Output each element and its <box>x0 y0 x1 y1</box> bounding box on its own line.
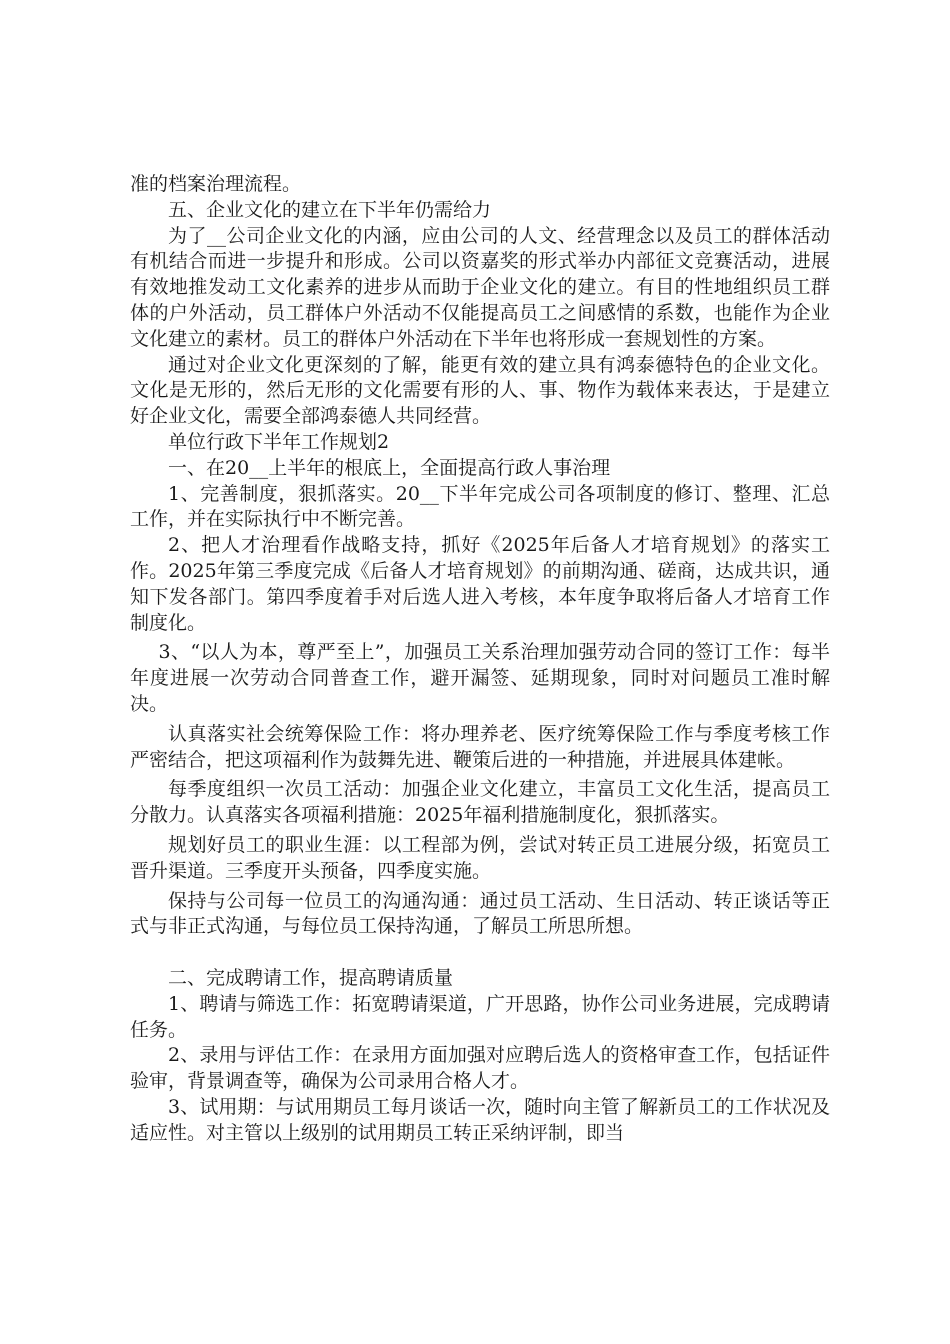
paragraph: 3、试用期：与试用期员工每月谈话一次，随时向主管了解新员工的工作状况及适应性。对主管以上级别的试用期员工转正采纳评制，即当 <box>130 1095 830 1144</box>
paragraph: 每季度组织一次员工活动：加强企业文化建立，丰富员工文化生活，提高员工分散力。认真落实各项福利措施：2025年福利措施制度化，狠抓落实。 <box>130 778 830 827</box>
paragraph: 1、聘请与筛选工作：拓宽聘请渠道，广开思路，协作公司业务进展，完成聘请任务。 <box>130 992 830 1041</box>
paragraph-continuation: 准的档案治理流程。 <box>130 173 302 195</box>
paragraph: 2、把人才治理看作战略支持，抓好《2025年后备人才培育规划》的落实工作。2025年第三季度完成《后备人才培育规划》的前期沟通、磋商，达成共识，通知下发各部门。第四季度着手对后选人进入考核，本年度争取将后备人才培育工作制度化。 <box>130 534 830 634</box>
paragraph: 保持与公司每一位员工的沟通沟通：通过员工活动、生日活动、转正谈话等正式与非正式沟通，与每位员工保持沟通，了解员工所思所想。 <box>130 889 830 938</box>
paragraph: 2、录用与评估工作：在录用方面加强对应聘后选人的资格审查工作，包括证件验审，背景调查等，确保为公司录用合格人才。 <box>130 1044 830 1093</box>
paragraph: 规划好员工的职业生涯：以工程部为例，尝试对转正员工进展分级，拓宽员工晋升渠道。三季度开头预备，四季度实施。 <box>130 833 830 882</box>
paragraph: 认真落实社会统筹保险工作：将办理养老、医疗统筹保险工作与季度考核工作严密结合，把这项福利作为鼓舞先进、鞭策后进的一种措施，并进展具体建帐。 <box>130 722 830 771</box>
section-heading-2: 二、完成聘请工作，提高聘请质量 <box>168 966 454 989</box>
section-heading-5: 五、企业文化的建立在下半年仍需给力 <box>168 198 492 221</box>
paragraph: 通过对企业文化更深刻的了解，能更有效的建立具有鸿泰德特色的企业文化。文化是无形的，然后无形的文化需要有形的人、事、物作为载体来表达，于是建立好企业文化，需要全部鸿泰德人共同经营。 <box>130 353 830 428</box>
paragraph: 3、“以人为本，尊严至上”，加强员工关系治理加强劳动合同的签订工作：每半年度进展一次劳动合同普查工作，避开漏签、延期现象，同时对问题员工准时解决。 <box>130 641 830 715</box>
document-body <box>130 172 830 1146</box>
document-subtitle: 单位行政下半年工作规划2 <box>168 430 390 453</box>
paragraph: 为了__公司企业文化的内涵，应由公司的人文、经营理念以及员工的群体活动有机结合而进一步提升和形成。公司以资嘉奖的形式举办内部征文竞赛活动，进展有效地推发动工文化素养的进步从而助于企业文化的建立。有目的性地组织员工群体的户外活动，员工群体户外活动不仅能提高员工之间感情的系数，也能作为企业文化建立的素材。员工的群体户外活动在下半年也将形成一套规划性的方案。 <box>130 224 830 350</box>
blank-line <box>130 940 830 966</box>
paragraph: 1、完善制度，狠抓落实。20__下半年完成公司各项制度的修订、整理、汇总工作，并在实际执行中不断完善。 <box>130 482 830 531</box>
section-heading-1: 一、在20__上半年的根底上，全面提高行政人事治理 <box>168 456 611 479</box>
